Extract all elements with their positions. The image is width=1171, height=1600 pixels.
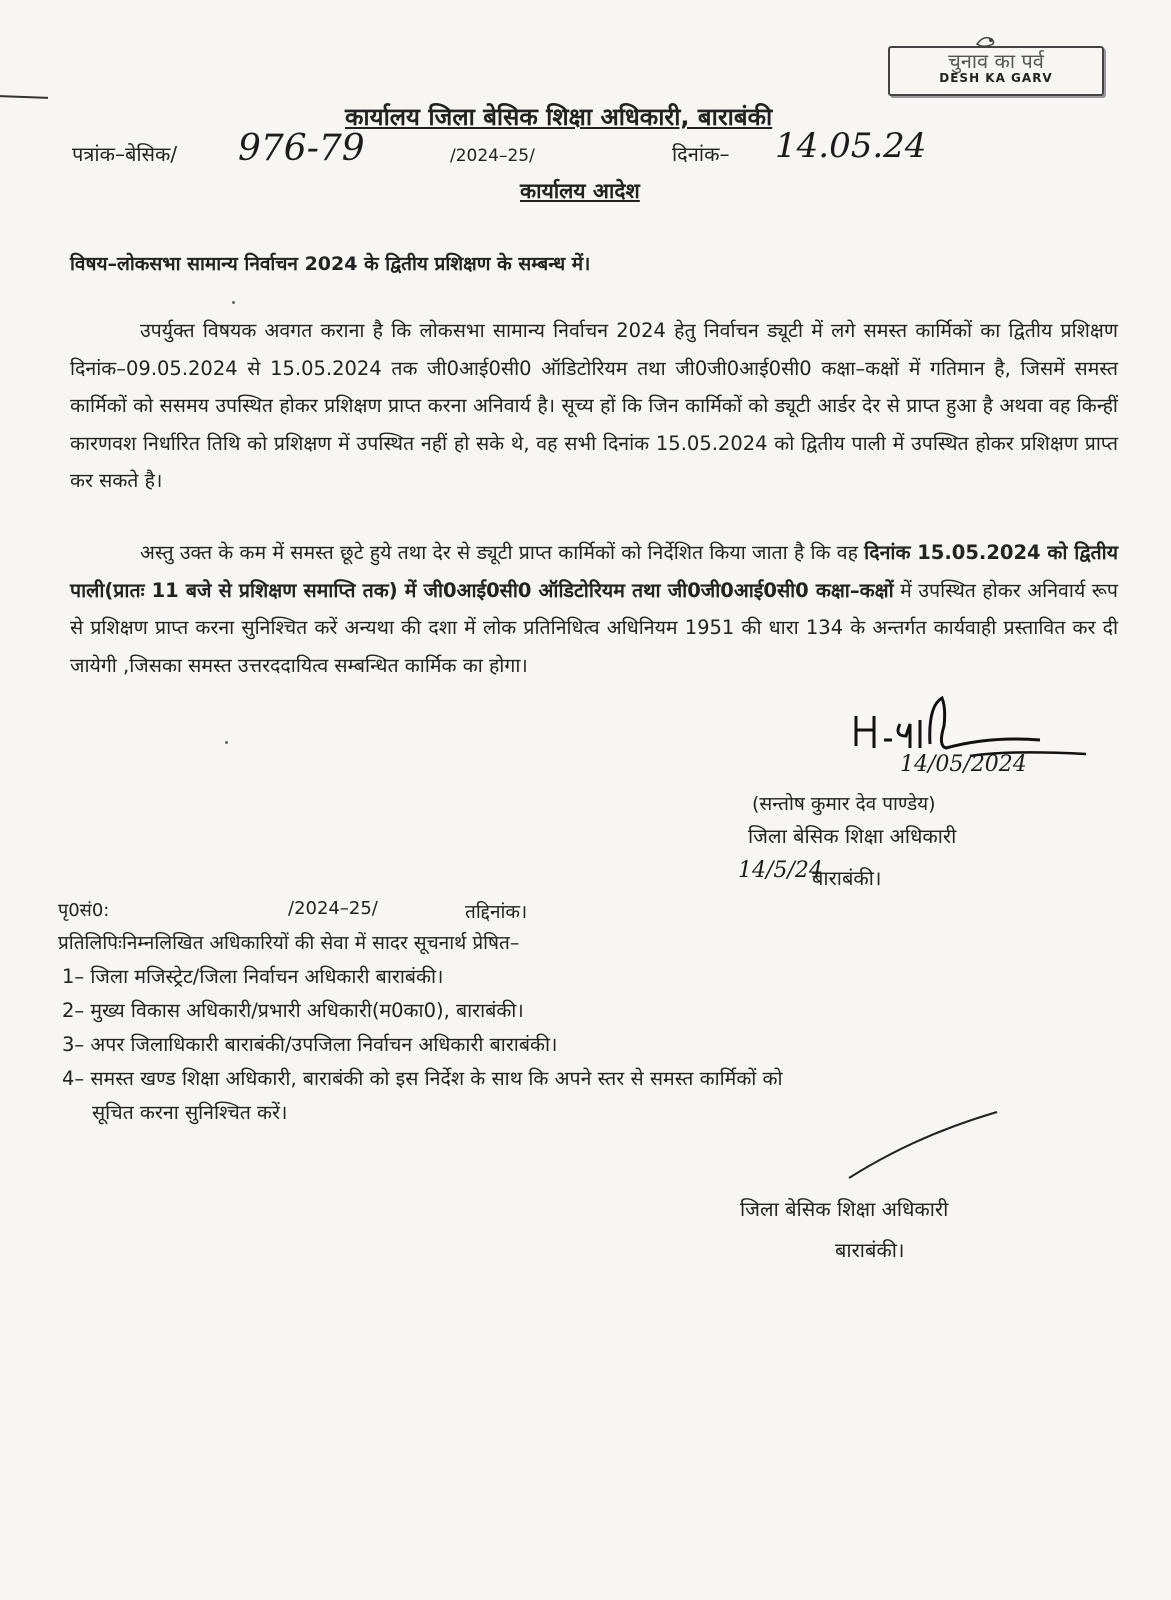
copy-date: तद्दिनांक। — [465, 901, 528, 923]
list-item-text: 4– समस्त खण्ड शिक्षा अधिकारी, बाराबंकी को इस निर्देश के साथ कि अपने स्तर से समस्त कार्मिकों को — [62, 1067, 783, 1090]
initial-date-handwritten: 14/5/24 — [738, 858, 823, 883]
ref-label: पत्रांक–बेसिक/ — [72, 142, 178, 166]
date-handwritten: 14.05.24 — [775, 126, 927, 166]
scan-speck — [225, 741, 228, 744]
body-paragraph-1: उपर्युक्त विषयक अवगत कराना है कि लोकसभा सामान्य निर्वाचन 2024 हेतु निर्वाचन ड्यूटी में लगे समस्त कार्मिकों का द्वितीय प्रशिक्षण दिनांक–09.05.2024 से 15.05.2024 तक जी0आई0सी0 ऑडिटोरियम तथा जी0जी0आई0सी0 कक्षा–कक्षों में गतिमान है, जिसमें समस्त कार्मिकों को ससमय उपस्थित होकर प्रशिक्षण प्राप्त करना अनिवार्य है। सूच्य हों कि जिन कार्मिकों को ड्यूटी आर्डर देर से प्राप्त हुआ है अथवा वह किन्हीं कारणवश निर्धारित तिथि को प्रशिक्षण में उपस्थित नहीं हो सके थे, वह सभी दिनांक 15.05.2024 को द्वितीय पाली में उपस्थित होकर प्रशिक्षण प्राप्त कर सकते है। — [70, 319, 1118, 492]
list-item: 1– जिला मजिस्ट्रेट/जिला निर्वाचन अधिकारी बाराबंकी। — [62, 965, 444, 988]
signature-scribble — [850, 696, 1090, 796]
body-paragraph-2 — [70, 534, 1118, 684]
election-logo — [888, 46, 1104, 96]
footer-designation: जिला बेसिक शिक्षा अधिकारी — [740, 1197, 949, 1221]
footer-place: बाराबंकी। — [835, 1238, 905, 1262]
signature-date-handwritten: 14/05/2024 — [900, 752, 1027, 777]
signatory-designation: जिला बेसिक शिक्षा अधिकारी — [748, 824, 957, 848]
copy-intro: प्रतिलिपिःनिम्नलिखित अधिकारियों की सेवा में सादर सूचनार्थ प्रेषित– — [58, 932, 520, 954]
copy-ref-label: पृ0सं0: — [58, 900, 110, 921]
list-item-continuation: सूचित करना सुनिश्चित करें। — [92, 1101, 288, 1124]
para2-bold: दिनांक 15.05.2024 को द्वितीय पाली(प्रातः 11 बजे से प्रशिक्षण समाप्ति तक) में जी0आई0सी0 ऑडिटोरियम तथा जी0जी0आई0सी0 कक्षा–कक्षों — [70, 541, 1119, 602]
pen-stroke — [845, 1106, 1001, 1186]
copy-recipient-list — [62, 960, 1102, 1130]
signatory-name: (सन्तोष कुमार देव पाण्डेय) — [752, 793, 936, 815]
logo-hindi-text: चुनाव का पर्व — [948, 49, 1044, 73]
date-label: दिनांक– — [672, 142, 730, 166]
ref-number-handwritten: 976-79 — [238, 128, 365, 169]
subject-line: विषय–लोकसभा सामान्य निर्वाचन 2024 के द्वितीय प्रशिक्षण के सम्बन्ध में। — [70, 253, 591, 275]
copy-year: /2024–25/ — [288, 898, 378, 919]
signatory-place: बाराबंकी। — [812, 866, 882, 890]
scan-speck — [232, 301, 235, 304]
para2-start: अस्तु उक्त के कम में समस्त छूटे हुये तथा देर से ड्यूटी प्राप्त कार्मिकों को निर्देशित किया जाता है कि वह — [140, 541, 865, 564]
office-title: कार्यालय जिला बेसिक शिक्षा अधिकारी, बाराबंकी — [345, 103, 773, 131]
ref-year: /2024–25/ — [450, 146, 535, 166]
scan-edge-mark — [0, 95, 48, 99]
logo-english-text: DESH KA GARV — [939, 71, 1053, 85]
list-item: 3– अपर जिलाधिकारी बाराबंकी/उपजिला निर्वाचन अधिकारी बाराबंकी। — [62, 1033, 558, 1056]
para2-end: में उपस्थित होकर अनिवार्य रूप से प्रशिक्षण प्राप्त करना सुनिश्चित करें अन्यथा की दशा में लोक प्रतिनिधित्व अधिनियम 1951 की धारा 134 के अन्तर्गत कार्यवाही प्रस्तावित कर दी जायेगी ,जिसका समस्त उत्तरददायित्व सम्बन्धित कार्मिक का होगा। — [70, 578, 1119, 677]
list-item: 2– मुख्य विकास अधिकारी/प्रभारी अधिकारी(म0का0), बाराबंकी। — [62, 999, 524, 1022]
order-title: कार्यालय आदेश — [520, 179, 640, 203]
